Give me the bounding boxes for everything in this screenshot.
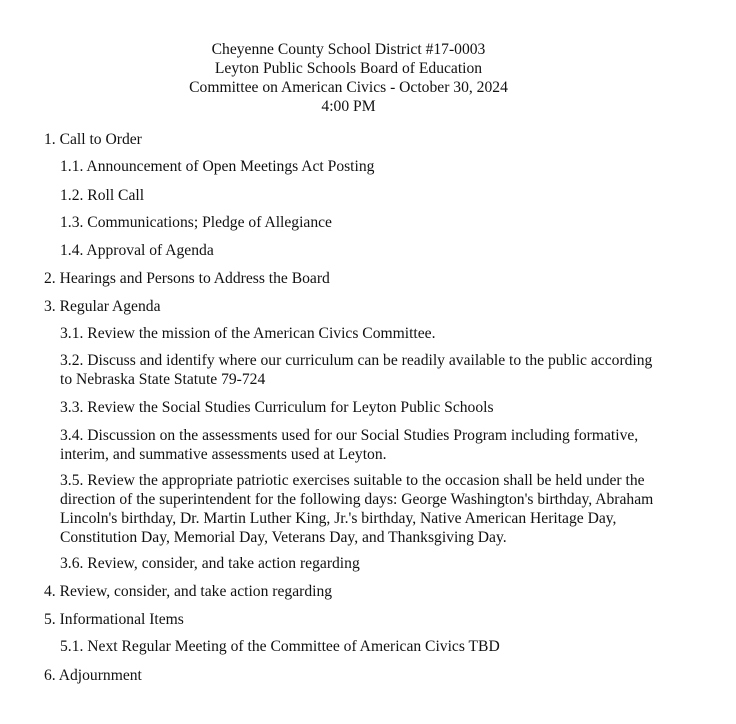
meeting-title: Committee on American Civics - October 30, 2024 (189, 79, 508, 96)
agenda-item-5: 5. Informational Items (44, 611, 184, 628)
agenda-item-3-4: 3.4. Discussion on the assessments used for our Social Studies Program including formative, interim, and summative assessments used at Leyton. (60, 427, 639, 463)
agenda-item-6: 6. Adjournment (44, 667, 142, 684)
agenda-item-3: 3. Regular Agenda (44, 298, 161, 315)
agenda-item-1: 1. Call to Order (44, 131, 142, 148)
agenda-item-1-2: 1.2. Roll Call (60, 187, 145, 204)
document-header (0, 40, 697, 116)
agenda-item-1-4: 1.4. Approval of Agenda (60, 242, 214, 259)
agenda-item-3-6: 3.6. Review, consider, and take action regarding (60, 555, 360, 572)
district-name: Cheyenne County School District #17-0003 (211, 41, 486, 58)
agenda-item-1-1: 1.1. Announcement of Open Meetings Act Posting (60, 158, 375, 175)
agenda-item-3-1: 3.1. Review the mission of the American Civics Committee. (60, 325, 436, 342)
agenda-item-3-2: 3.2. Discuss and identify where our curriculum can be readily available to the public according to Nebraska State Statute 79-724 (60, 352, 653, 388)
agenda-item-4: 4. Review, consider, and take action regarding (44, 583, 333, 600)
board-name: Leyton Public Schools Board of Education (214, 60, 483, 77)
agenda-item-2: 2. Hearings and Persons to Address the Board (44, 270, 330, 287)
agenda-item-3-5: 3.5. Review the appropriate patriotic exercises suitable to the occasion shall be held under the direction of the superintendent for the following days: George Washington's birthday, Abraham Lincoln's birthday, Dr. Martin Luther King, Jr.'s birthday, Native American Heritage Day, Constitution Day, Memorial Day, Veterans Day, and Thanksgiving Day. (60, 472, 654, 546)
agenda-item-1-3: 1.3. Communications; Pledge of Allegiance (60, 214, 332, 231)
meeting-time: 4:00 PM (321, 98, 376, 115)
agenda-item-5-1: 5.1. Next Regular Meeting of the Committee of American Civics TBD (60, 638, 500, 655)
agenda-item-3-3: 3.3. Review the Social Studies Curriculum for Leyton Public Schools (60, 399, 494, 416)
